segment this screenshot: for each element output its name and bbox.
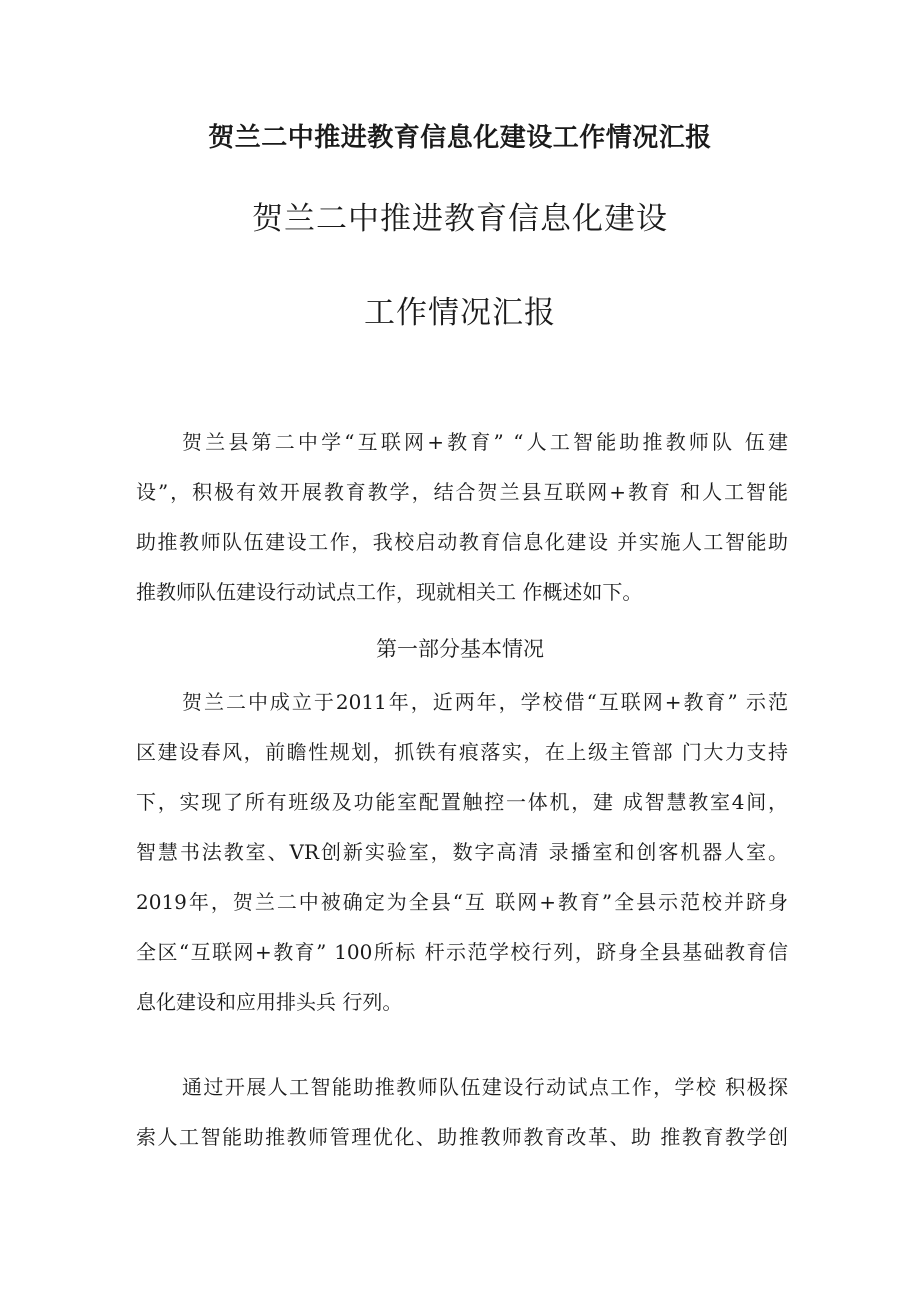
main-title-line-2: 工作情况汇报: [364, 295, 556, 331]
paragraph-line: 区建设春风，前瞻性规划，抓铁有痕落实，在上级主管部 门大力支持: [136, 740, 788, 764]
paragraph-line: 贺兰县第二中学“互联网+教育” “人工智能助推教师队 伍建: [182, 430, 788, 454]
paragraph-line: 设”，积极有效开展教育教学，结合贺兰县互联网+教育 和人工智能: [136, 480, 788, 504]
section-heading-basic-info: 第一部分基本情况: [376, 637, 544, 661]
paragraph-line: 贺兰二中成立于2011年，近两年，学校借“互联网+教育” 示范: [182, 690, 788, 714]
main-title-line-1: 贺兰二中推进教育信息化建设: [252, 201, 668, 237]
paragraph-line: 索人工智能助推教师管理优化、助推教师教育改革、助 推教育教学创: [136, 1125, 788, 1149]
paragraph-line: 2019年，贺兰二中被确定为全县“互 联网+教育”全县示范校并跻身: [136, 890, 788, 914]
paragraph-basic-info: [136, 677, 788, 1027]
paragraph-line: 下，实现了所有班级及功能室配置触控一体机，建 成智慧教室4间，: [136, 790, 788, 814]
paragraph-line: 助推教师队伍建设工作，我校启动教育信息化建设 并实施人工智能助: [136, 530, 788, 554]
paragraph-line: 智慧书法教室、VR创新实验室，数字高清 录播室和创客机器人室。: [136, 840, 788, 864]
paragraph-line: 通过开展人工智能助推教师队伍建设行动试点工作，学校 积极探: [182, 1075, 788, 1099]
document-header-title: 贺兰二中推进教育信息化建设工作情况汇报: [208, 123, 712, 153]
paragraph-intro: [136, 417, 788, 617]
paragraph-ai-pilot: [136, 1062, 788, 1162]
paragraph-line: 息化建设和应用排头兵 行列。: [136, 990, 403, 1014]
paragraph-line: 推教师队伍建设行动试点工作，现就相关工 作概述如下。: [136, 580, 643, 604]
paragraph-line: 全区“互联网+教育” 100所标 杆示范学校行列，跻身全县基础教育信: [136, 940, 788, 964]
